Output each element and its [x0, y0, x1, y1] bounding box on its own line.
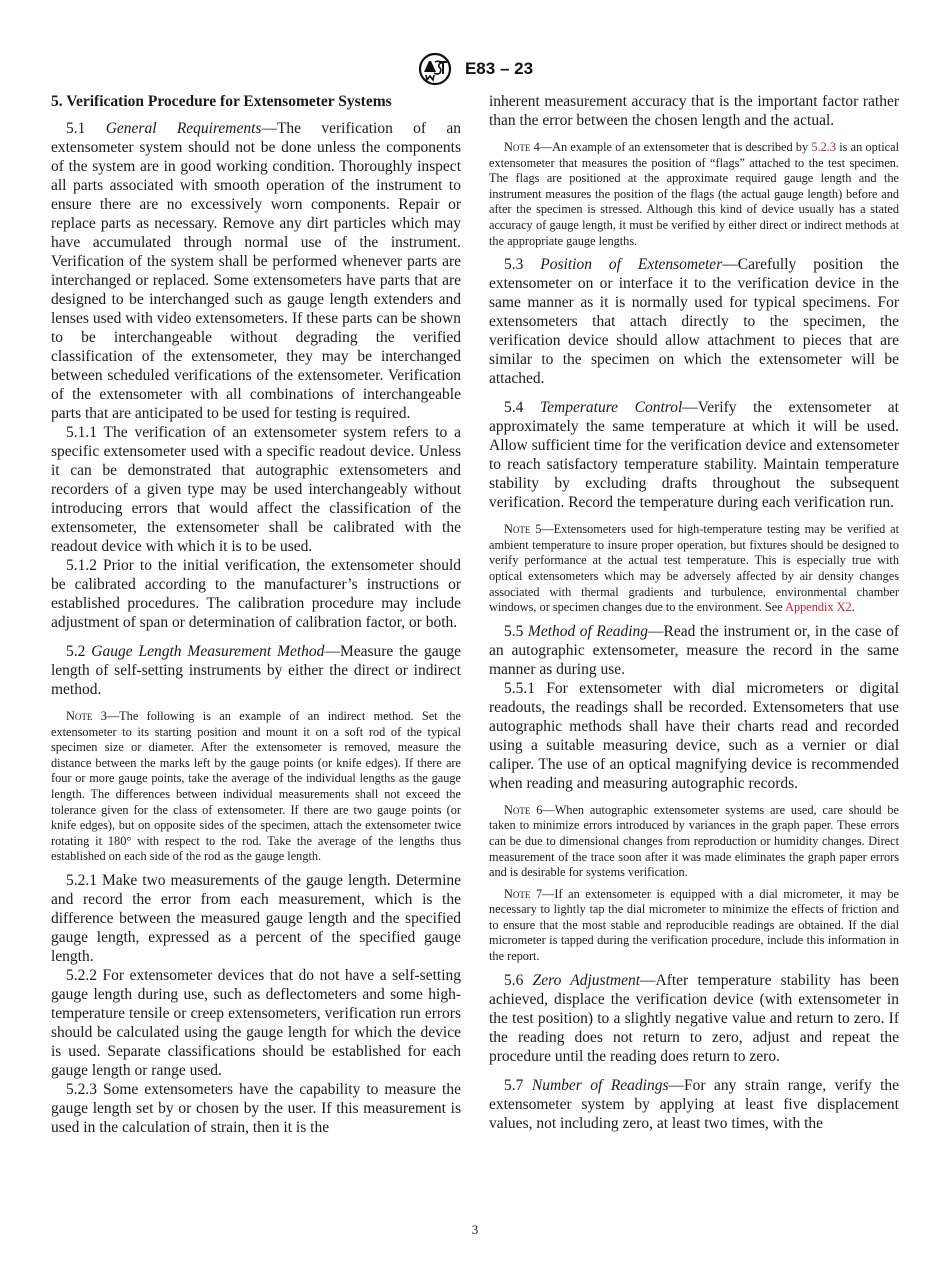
- page-number: 3: [471, 1222, 479, 1237]
- note-3: Note 3—The following is an example of an indirect method. Set the extensometer to its starting position and mount it on a soft rod of the typical specimen size or diameter. After the extensometer is removed, measure the distance between the marks left by the gauge points (or knife edges). If there are four or more gauge points, take the average of the individual lengths as the gauge length. The differences between individual measurements shall not exceed the tolerance given for the class of extensometer. If there are two gauge points (or knife edges), but on opposite sides of the specimen, attach the extensometer twice rotating it 180° with respect to the rod. Take the average of the lengths thus established on each side of the rod as the gauge length.: [51, 709, 461, 864]
- paragraph-5-2-3-continued: inherent measurement accuracy that is the important factor rather than the error between the chosen length and the actual.: [489, 93, 899, 129]
- paragraph-5-1-2: 5.1.2 Prior to the initial verification, the extensometer should be calibrated according to the manufacturer’s instructions or established procedures. The calibration procedure may include adjustment of span or determination of calibration factor, or both.: [51, 557, 461, 631]
- section-heading: 5. Verification Procedure for Extensometer Systems: [51, 93, 392, 110]
- note-7: Note 7—If an extensometer is equipped with a dial micrometer, it may be necessary to lightly tap the dial micrometer to minimize the effects of friction and to ensure that the most stable and reproducible readings are obtained. If the dial micrometer is tapped during the verification procedure, include this information in the report.: [489, 886, 899, 964]
- paragraph-5-1-1: 5.1.1 The verification of an extensometer system refers to a specific extensometer used with a specific readout device. Unless it can be demonstrated that autographic extensometers and recorders of a given type may be used interchangeably without introducing errors that would affect the classification of the extensometer, the extensometer shall be calibrated with the readout device with which it is to be used.: [51, 424, 461, 555]
- paragraph-5-2-1: 5.2.1 Make two measurements of the gauge length. Determine and record the error from each measurement, which is the difference between the measured gauge length and the specified gauge length, expressed as a percent of the specified gauge length.: [51, 871, 461, 965]
- paragraph-5-2-3: 5.2.3 Some extensometers have the capability to measure the gauge length set by or chosen by the user. If this measurement is used in the calculation of strain, then it is the: [51, 1080, 461, 1136]
- paragraph-5-6: 5.6 Zero Adjustment—After temperature stability has been achieved, displace the verification device (with extensometer in the test position) to a slightly negative value and return to zero. If the reading does not return to zero, adjust and repeat the procedure until the reading does return to zero.: [489, 971, 900, 1065]
- paragraph-5-5: 5.5 Method of Reading—Read the instrument or, in the case of an autographic extensometer, measure the record in the same manner as during use.: [489, 622, 900, 678]
- paragraph-5-4: 5.4 Temperature Control—Verify the extensometer at approximately the same temperature at which it will be used. Allow sufficient time for the verification device and extensometer to reach satisfactory temperature stability. Maintain temperature stability by excluding drafts throughout the subsequent verification. Record the temperature during each verification run.: [489, 399, 899, 512]
- note-5: Note 5—Extensometers used for high-temperature testing may be verified at ambient temperature to insure proper operation, but fixtures should be designed to verify performance at the actual test temperature. This is especially true with optical extensometers which may be adversely affected by air density changes associated with thermal gradients and turbulence, environmental chamber windows, or specimen changes due to the environment. See Appendix X2.: [489, 522, 899, 615]
- note-6: Note 6—When autographic extensometer systems are used, care should be taken to minimize errors introduced by variances in the graph paper. These errors can be due to dimensional changes from reproduction or humidity changes. Direct measurement of the trace soon after it was made eliminates the graph paper errors and is desirable for systems verification.: [489, 802, 899, 880]
- astm-logo-icon: [417, 52, 453, 86]
- paragraph-5-2: 5.2 Gauge Length Measurement Method—Measure the gauge length of self-setting instruments by either the direct or indirect method.: [51, 643, 462, 698]
- paragraph-5-2-2: 5.2.2 For extensometer devices that do not have a self-setting gauge length during use, such as deflectometers and some high-temperature tensile or creep extensometers, verification run errors should be calculated using the gauge length for which the device is used. Separate classifications should be established for each gauge length or range used.: [51, 966, 461, 1079]
- paragraph-5-1: 5.1 General Requirements—The verification of an extensometer system should not be done unless the components of the system are in good working condition. Thoroughly inspect all parts associated with smooth operation of the instrument to ensure there are no excessively worn components. Repair or replace parts as necessary. Remove any dirt particles which may have accumulated through normal use of the instrument. Verification of the system shall be performed whenever parts are interchanged or replaced. Some extensometers have parts that are designed to be interchanged such as gauge length extenders and lenses used with video extensometers. If these parts can be shown to be interchangeable without degrading the verified classification of the extensometer, they may be interchanged between scheduled verifications of the extensometer. Verification of the extensometer with all combinations of interchangeable parts that are anticipated to be used for testing is required.: [51, 120, 462, 422]
- paragraph-5-3: 5.3 Position of Extensometer—Carefully position the extensometer on or interface it to the verification device in the same manner as it is normally used for typical specimens. For extensometers that attach directly to the specimen, the verification device should allow attachment to pieces that are similar to the specimen on which the extensometer will be attached.: [489, 256, 899, 388]
- paragraph-5-5-1: 5.5.1 For extensometer with dial micrometers or digital readouts, the readings shall be recorded. Extensometers that use autographic methods shall have their charts read and recorded using a suitable measuring device, such as a vernier or dial caliper. The use of an optical magnifying device is recommended when reading and measuring autographic records.: [489, 679, 899, 792]
- right-column: [489, 92, 899, 1133]
- paragraph-5-7: 5.7 Number of Readings—For any strain range, verify the extensometer system by applying at least five displacement values, not including zero, at least two times, with the: [489, 1076, 900, 1132]
- document-id: E83 – 23: [464, 59, 534, 78]
- link-5-2-3[interactable]: 5.2.3: [811, 140, 836, 154]
- left-column: [51, 92, 461, 1137]
- page-header: [0, 52, 950, 86]
- link-appendix-x2[interactable]: Appendix X2: [785, 600, 852, 615]
- note-4: Note 4—An example of an extensometer that is described by 5.2.3 is an optical extensometer that measures the position of “flags” attached to the test specimen. The flags are positioned at the approximate required gauge length and the instrument measures the position of the flags (the actual gauge length) before and after the specimen is stressed. Although this kind of device usually has a stated accuracy of gauge length, it must be verified by either direct or indirect methods at the appropriate gauge lengths.: [489, 140, 899, 248]
